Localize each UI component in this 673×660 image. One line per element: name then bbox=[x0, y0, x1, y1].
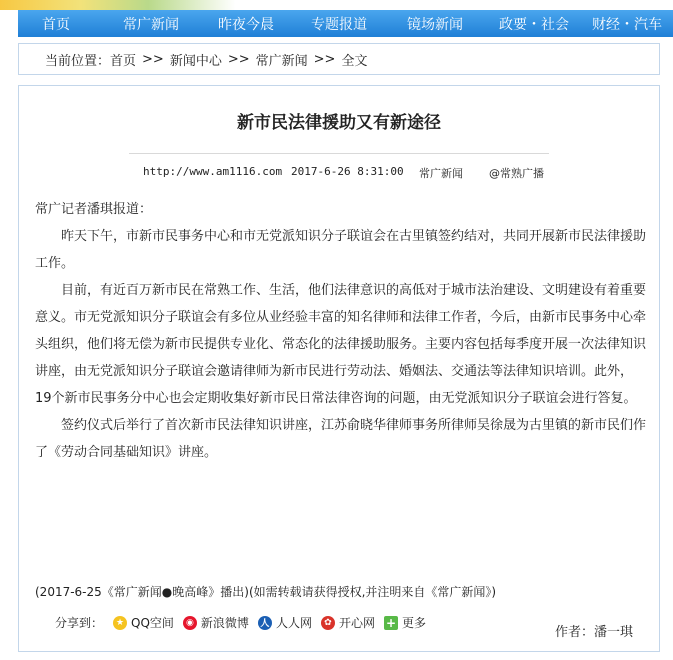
share-bar bbox=[55, 614, 435, 631]
share-label: 分享到： bbox=[55, 616, 104, 630]
share-kaixin[interactable] bbox=[321, 614, 375, 631]
share-kaixin-label: 开心网 bbox=[338, 616, 375, 630]
nav-item-last-night[interactable]: 昨夜今晨 bbox=[218, 16, 274, 33]
article-title: 新市民法律援助又有新途径 bbox=[237, 113, 441, 133]
article-channel: @常熟广播 bbox=[489, 167, 544, 180]
article-paragraph: 常广记者潘琪报道： bbox=[35, 202, 153, 217]
title-divider bbox=[129, 153, 549, 154]
breadcrumb-current: 全文 bbox=[341, 53, 368, 69]
article-paragraph: 目前，有近百万新市民在常熟工作、生活，他们法律意识的高低对于城市法治建设、文明建设有着重要意义。市无党派知识分子联谊会有多位从业经验丰富的知名律师和法律工作者，今后，由新市民事务中心牵头组织，他们将无偿为新市民提供专业化、常态化的法律援助服务。主要内容包括每季度开展一次法律知识讲座，由无党派知识分子联谊会邀请律师为新市民进行劳动法、婚姻法、交通法等法律知识培训。此外，19个新市民事务分中心也会定期收集好新市民日常法律咨询的问题，由无党派知识分子联谊会进行答复。 bbox=[35, 283, 647, 406]
nav-item-finance-auto[interactable]: 财经・汽车 bbox=[592, 16, 662, 33]
article-paragraph: 签约仪式后举行了首次新市民法律知识讲座，江苏俞晓华律师事务所律师吴徐晟为古里镇的新市民们作了《劳动合同基础知识》讲座。 bbox=[35, 418, 647, 460]
nav-item-home[interactable]: 首页 bbox=[42, 16, 70, 33]
kaixin-icon: ✿ bbox=[321, 616, 335, 630]
nav-item-special-reports[interactable]: 专题报道 bbox=[311, 16, 367, 33]
breadcrumb-home[interactable]: 首页 bbox=[110, 53, 137, 69]
top-banner-strip bbox=[0, 0, 673, 10]
share-more[interactable] bbox=[384, 614, 426, 631]
share-qq-zone[interactable] bbox=[113, 614, 174, 631]
breadcrumb-changguang-news[interactable]: 常广新闻 bbox=[255, 53, 308, 69]
breadcrumb-news-center[interactable]: 新闻中心 bbox=[169, 53, 222, 69]
share-renren[interactable] bbox=[258, 614, 312, 631]
article-panel bbox=[18, 85, 660, 652]
broadcast-note: (2017-6-25《常广新闻●晚高峰》播出)(如需转载请获得授权,并注明来自《常广新闻》) bbox=[35, 585, 497, 599]
nav-item-changguang-news[interactable]: 常广新闻 bbox=[123, 16, 179, 33]
main-nav bbox=[18, 10, 673, 37]
nav-item-politics-society[interactable]: 政要・社会 bbox=[499, 16, 569, 33]
article-paragraph: 昨天下午，市新市民事务中心和市无党派知识分子联谊会在古里镇签约结对，共同开展新市民法律援助工作。 bbox=[35, 229, 647, 271]
breadcrumb-prefix: 当前位置： bbox=[45, 53, 111, 69]
share-sina-weibo[interactable] bbox=[183, 614, 249, 631]
renren-icon: 人 bbox=[258, 616, 272, 630]
article-url[interactable]: http://www.am1116.com bbox=[143, 165, 283, 178]
qq-zone-icon: ★ bbox=[113, 616, 127, 630]
share-more-label: 更多 bbox=[401, 616, 426, 630]
more-icon: + bbox=[385, 615, 396, 630]
nav-item-town-news[interactable]: 镜场新闻 bbox=[407, 16, 463, 33]
sina-weibo-icon: ◉ bbox=[183, 616, 197, 630]
article-body bbox=[35, 196, 647, 466]
breadcrumb bbox=[18, 43, 660, 75]
article-author: 作者：潘一琪 bbox=[555, 625, 634, 640]
breadcrumb-separator: >> bbox=[227, 51, 250, 67]
share-sina-weibo-label: 新浪微博 bbox=[200, 616, 249, 630]
share-qq-zone-label: QQ空间 bbox=[131, 616, 174, 630]
breadcrumb-separator: >> bbox=[313, 51, 336, 67]
share-renren-label: 人人网 bbox=[275, 616, 312, 630]
article-source: 常广新闻 bbox=[419, 167, 463, 180]
breadcrumb-separator: >> bbox=[142, 51, 164, 67]
article-datetime: 2017-6-26 8:31:00 bbox=[291, 165, 404, 178]
